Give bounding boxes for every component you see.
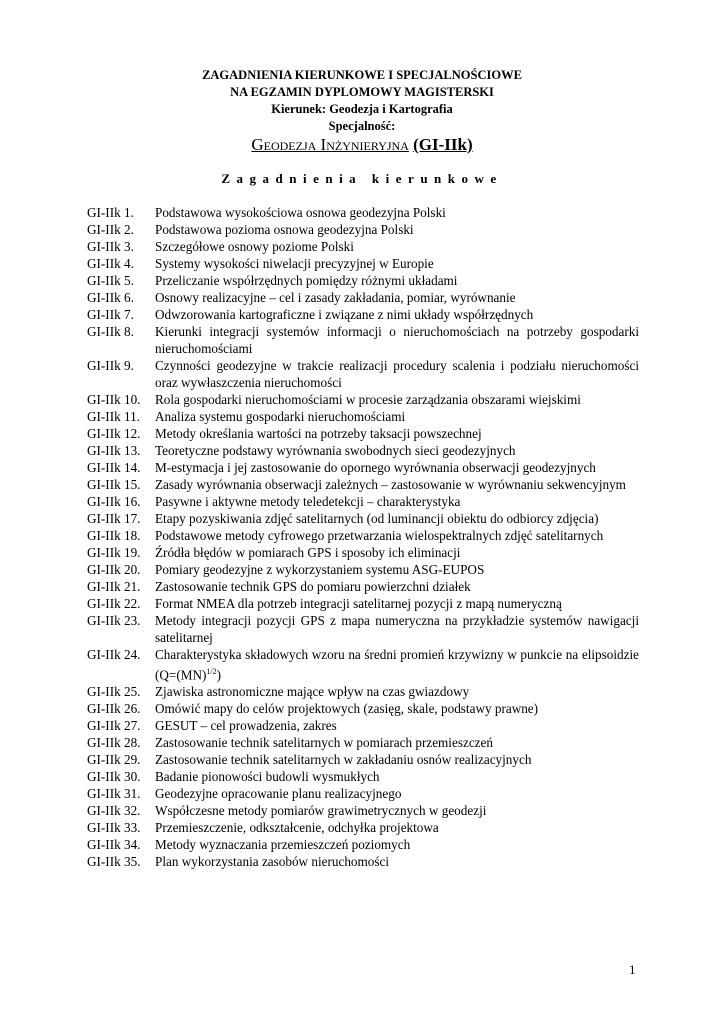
list-item xyxy=(87,646,639,683)
item-code: GI-IIk 14. xyxy=(87,460,141,475)
item-code: GI-IIk 28. xyxy=(87,735,141,751)
item-code: GI-IIk 10. xyxy=(87,392,141,407)
item-code: GI-IIk 23. xyxy=(87,613,141,628)
list-item xyxy=(87,802,639,819)
item-text-main: Metody integracji pozycji GPS z mapa numeryczna na przykładzie systemów nawigacji satelitarnej xyxy=(155,613,639,645)
item-text xyxy=(155,476,639,493)
item-text-main: Podstawowe metody cyfrowego przetwarzania wielospektralnych zdjęć satelitarnych xyxy=(155,528,604,543)
item-text-main: Czynności geodezyjne w trakcie realizacji procedury scalenia i podziału nieruchomości oraz wywłaszczenia nieruchomości xyxy=(155,358,639,390)
item-text-main: Zjawiska astronomiczne mające wpływ na czas gwiazdowy xyxy=(155,684,470,700)
list-item xyxy=(87,238,639,255)
item-code: GI-IIk 29. xyxy=(87,752,141,768)
item-text xyxy=(155,510,639,527)
item-text xyxy=(155,853,639,870)
list-item xyxy=(87,836,639,853)
item-text-main: Przeliczanie współrzędnych pomiędzy różnymi układami xyxy=(155,273,458,288)
item-code: GI-IIk 11. xyxy=(87,409,140,424)
item-text-main: Plan wykorzystania zasobów nieruchomości xyxy=(155,854,390,870)
list-item xyxy=(87,751,639,768)
item-text xyxy=(155,561,639,578)
list-item xyxy=(87,717,639,734)
item-text xyxy=(155,289,639,306)
list-item xyxy=(87,221,639,238)
item-text xyxy=(155,493,639,510)
item-text xyxy=(155,544,639,561)
item-text-main: Etapy pozyskiwania zdjęć satelitarnych (od luminancji obiektu do odbiorcy zdjęcia) xyxy=(155,511,599,526)
list-item xyxy=(87,272,639,289)
item-text-main: Przemieszczenie, odkształcenie, odchyłka projektowa xyxy=(155,820,439,836)
item-text-main: Współczesne metody pomiarów grawimetrycznych w geodezji xyxy=(155,803,487,819)
item-code: GI-IIk 1. xyxy=(87,205,134,220)
item-text-main: Zastosowanie technik GPS do pomiaru powierzchni działek xyxy=(155,579,471,594)
list-item xyxy=(87,734,639,751)
item-text xyxy=(155,802,639,819)
list-item xyxy=(87,476,639,493)
item-code: GI-IIk 16. xyxy=(87,494,141,509)
item-text xyxy=(155,306,639,323)
item-text-main: Geodezyjne opracowanie planu realizacyjnego xyxy=(155,786,402,802)
item-text-main: M-estymacja i jej zastosowanie do opornego wyrównania obserwacji geodezyjnych xyxy=(155,460,596,475)
item-text xyxy=(155,683,639,700)
list-item xyxy=(87,544,639,561)
item-text xyxy=(155,442,639,459)
item-code: GI-IIk 3. xyxy=(87,239,134,254)
header-line-1: ZAGADNIENIA KIERUNKOWE I SPECJALNOŚCIOWE xyxy=(202,68,522,82)
list-item xyxy=(87,595,639,612)
item-text-superscript: 1/2 xyxy=(206,667,217,676)
list-item xyxy=(87,853,639,870)
item-code: GI-IIk 19. xyxy=(87,545,141,560)
item-text-main: Podstawowa pozioma osnowa geodezyjna Polski xyxy=(155,222,414,237)
item-code: GI-IIk 5. xyxy=(87,273,134,288)
item-code: GI-IIk 22. xyxy=(87,596,141,611)
item-code: GI-IIk 27. xyxy=(87,718,141,734)
list-item xyxy=(87,612,639,646)
item-code: GI-IIk 33. xyxy=(87,820,141,836)
specialization-name: Geodezja Inżynieryjna xyxy=(251,135,409,154)
item-text-main: Omówić mapy do celów projektowych (zasięg, skale, podstawy prawne) xyxy=(155,701,539,717)
item-text-main: Szczegółowe osnowy poziome Polski xyxy=(155,239,354,254)
item-text-main: Pasywne i aktywne metody teledetekcji – charakterystyka xyxy=(155,494,461,509)
item-code: GI-IIk 32. xyxy=(87,803,141,819)
item-text-main: Format NMEA dla potrzeb integracji satelitarnej pozycji z mapą numeryczną xyxy=(155,596,562,611)
list-item xyxy=(87,493,639,510)
item-code: GI-IIk 20. xyxy=(87,562,141,577)
item-text xyxy=(155,646,639,683)
item-code: GI-IIk 35. xyxy=(87,854,141,870)
item-text-main: Rola gospodarki nieruchomościami w procesie zarządzania obszarami wiejskimi xyxy=(155,392,581,407)
item-text xyxy=(155,323,639,357)
item-text-main: Kierunki integracji systemów informacji o nieruchomościach na potrzeby gospodarki nieruchomościami xyxy=(155,324,639,356)
page-number: 1 xyxy=(629,962,636,977)
item-code: GI-IIk 8. xyxy=(87,324,134,339)
item-text-main: Zastosowanie technik satelitarnych w pomiarach przemieszczeń xyxy=(155,735,493,751)
item-text xyxy=(155,527,639,544)
item-code: GI-IIk 30. xyxy=(87,769,141,785)
item-text xyxy=(155,768,639,785)
item-text-main: Teoretyczne podstawy wyrównania swobodnych sieci geodezyjnych xyxy=(155,443,516,458)
item-text xyxy=(155,578,639,595)
item-text-main: Źródła błędów w pomiarach GPS i sposoby ich eliminacji xyxy=(155,545,461,560)
list-item xyxy=(87,306,639,323)
list-item xyxy=(87,323,639,357)
section-title: Zagadnienia kierunkowe xyxy=(221,171,503,186)
item-text xyxy=(155,425,639,442)
item-text xyxy=(155,357,639,391)
specialization-title xyxy=(0,134,724,156)
item-text xyxy=(155,391,639,408)
item-text xyxy=(155,751,639,768)
list-item xyxy=(87,391,639,408)
item-text xyxy=(155,272,639,289)
item-text xyxy=(155,595,639,612)
list-item xyxy=(87,785,639,802)
list-item xyxy=(87,527,639,544)
item-text-main: Pomiary geodezyjne z wykorzystaniem systemu ASG-EUPOS xyxy=(155,562,485,577)
item-code: GI-IIk 25. xyxy=(87,684,141,700)
item-text-main: Analiza systemu gospodarki nieruchomościami xyxy=(155,409,406,424)
item-code: GI-IIk 7. xyxy=(87,307,134,322)
item-code: GI-IIk 31. xyxy=(87,786,141,802)
item-code: GI-IIk 34. xyxy=(87,837,141,853)
item-text xyxy=(155,255,639,272)
item-text-main: Metody wyznaczania przemieszczeń poziomych xyxy=(155,837,411,853)
item-code: GI-IIk 26. xyxy=(87,701,141,717)
item-text xyxy=(155,221,639,238)
list-item xyxy=(87,578,639,595)
item-text xyxy=(155,819,639,836)
topic-list xyxy=(87,204,639,870)
specialization-code: (GI-IIk) xyxy=(413,135,473,154)
list-item xyxy=(87,442,639,459)
item-text xyxy=(155,836,639,853)
item-text xyxy=(155,612,639,646)
header-line-4: Specjalność: xyxy=(328,119,396,133)
item-text xyxy=(155,408,639,425)
item-text-main: Odwzorowania kartograficzne i związane z nimi układy współrzędnych xyxy=(155,307,534,322)
header-line-3: Kierunek: Geodezja i Kartografia xyxy=(271,102,453,116)
header-line-2: NA EGZAMIN DYPLOMOWY MAGISTERSKI xyxy=(230,85,494,99)
list-item xyxy=(87,357,639,391)
list-item xyxy=(87,561,639,578)
item-text xyxy=(155,459,639,476)
item-code: GI-IIk 15. xyxy=(87,477,141,492)
list-item xyxy=(87,683,639,700)
list-item xyxy=(87,289,639,306)
item-code: GI-IIk 17. xyxy=(87,511,141,526)
item-code: GI-IIk 21. xyxy=(87,579,141,594)
item-text xyxy=(155,238,639,255)
item-code: GI-IIk 12. xyxy=(87,426,141,441)
item-text-main: Zastosowanie technik satelitarnych w zakładaniu osnów realizacyjnych xyxy=(155,752,532,768)
item-code: GI-IIk 18. xyxy=(87,528,141,543)
item-code: GI-IIk 6. xyxy=(87,290,134,305)
item-text xyxy=(155,204,639,221)
item-text-main: Badanie pionowości budowli wysmukłych xyxy=(155,769,380,785)
item-text-main: GESUT – cel prowadzenia, zakres xyxy=(155,718,337,734)
item-text-main: Charakterystyka składowych wzoru na średni promień krzywizny w punkcie na elipsoidzie (Q=(MN) xyxy=(155,647,639,683)
item-text-main: Osnowy realizacyjne – cel i zasady zakładania, pomiar, wyrównanie xyxy=(155,290,516,305)
list-item xyxy=(87,510,639,527)
list-item xyxy=(87,768,639,785)
item-text-tail: ) xyxy=(216,667,222,683)
list-item xyxy=(87,408,639,425)
item-text-main: Podstawowa wysokościowa osnowa geodezyjna Polski xyxy=(155,205,446,220)
item-text xyxy=(155,717,639,734)
item-text xyxy=(155,700,639,717)
item-code: GI-IIk 13. xyxy=(87,443,141,458)
item-code: GI-IIk 4. xyxy=(87,256,134,271)
list-item xyxy=(87,255,639,272)
item-code: GI-IIk 2. xyxy=(87,222,134,237)
list-item xyxy=(87,425,639,442)
item-code: GI-IIk 24. xyxy=(87,647,141,662)
list-item xyxy=(87,204,639,221)
list-item xyxy=(87,700,639,717)
list-item xyxy=(87,459,639,476)
item-text-main: Systemy wysokości niwelacji precyzyjnej w Europie xyxy=(155,256,434,271)
item-code: GI-IIk 9. xyxy=(87,358,134,373)
item-text xyxy=(155,734,639,751)
item-text-main: Zasady wyrównania obserwacji zależnych – zastosowanie w wyrównaniu sekwencyjnym xyxy=(155,477,626,492)
list-item xyxy=(87,819,639,836)
item-text xyxy=(155,785,639,802)
item-text-main: Metody określania wartości na potrzeby taksacji powszechnej xyxy=(155,426,482,441)
